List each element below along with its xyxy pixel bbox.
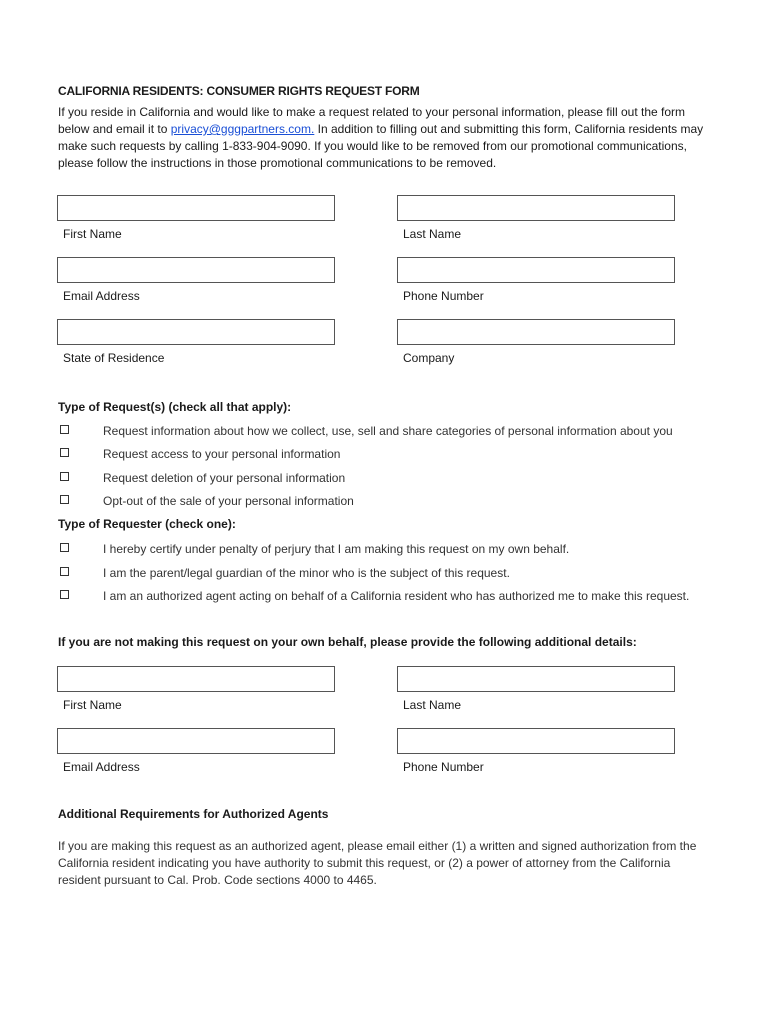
form-intro xyxy=(58,104,708,172)
last-name-label: Last Name xyxy=(403,227,462,241)
request-info-checkbox[interactable] xyxy=(60,425,69,434)
requirements-heading: Additional Requirements for Authorized Agents xyxy=(58,807,329,821)
email-label: Email Address xyxy=(63,289,140,303)
requester-guardian-checkbox[interactable] xyxy=(60,567,69,576)
request-option-label: Opt-out of the sale of your personal information xyxy=(103,494,354,508)
request-option-label: Request information about how we collect, use, sell and share categories of personal information about you xyxy=(103,424,673,438)
last-name-input[interactable] xyxy=(397,195,675,221)
phone-group xyxy=(397,257,675,303)
agent-last-name-input[interactable] xyxy=(397,666,675,692)
first-name-label: First Name xyxy=(63,227,122,241)
request-option-label: Request deletion of your personal information xyxy=(103,471,346,485)
form-header xyxy=(58,84,708,172)
last-name-group xyxy=(397,195,675,241)
agent-last-name-group xyxy=(397,666,675,712)
request-type-heading: Type of Request(s) (check all that apply): xyxy=(58,400,292,414)
state-input[interactable] xyxy=(57,319,335,345)
requester-type-heading: Type of Requester (check one): xyxy=(58,517,236,531)
email-input[interactable] xyxy=(57,257,335,283)
request-optout-checkbox[interactable] xyxy=(60,495,69,504)
agent-email-input[interactable] xyxy=(57,728,335,754)
agent-phone-label: Phone Number xyxy=(403,760,484,774)
requester-agent-checkbox[interactable] xyxy=(60,590,69,599)
agent-phone-input[interactable] xyxy=(397,728,675,754)
first-name-group xyxy=(57,195,335,241)
intro-text-before: If you reside in California and would like to make a request related to your personal information, please fill out the form below and email it to xyxy=(58,105,685,136)
email-group xyxy=(57,257,335,303)
agent-details-heading: If you are not making this request on your own behalf, please provide the following additional details: xyxy=(58,635,637,649)
privacy-email-link[interactable]: privacy@gggpartners.com. xyxy=(170,122,315,136)
requester-option-label: I am the parent/legal guardian of the minor who is the subject of this request. xyxy=(103,566,510,580)
company-label: Company xyxy=(403,351,455,365)
state-label: State of Residence xyxy=(63,351,165,365)
phone-input[interactable] xyxy=(397,257,675,283)
requester-option-label: I am an authorized agent acting on behalf of a California resident who has authorized me to make this request. xyxy=(103,589,690,603)
agent-email-label: Email Address xyxy=(63,760,140,774)
intro-text-after: In addition to filling out and submitting this form, California residents may make such requests by calling 1-833-904-9090. If you would like to be removed from our promotional communications, please follow the instructions in those promotional communications to be removed. xyxy=(58,122,704,170)
request-option-label: Request access to your personal information xyxy=(103,447,341,461)
state-group xyxy=(57,319,335,365)
company-input[interactable] xyxy=(397,319,675,345)
requester-self-checkbox[interactable] xyxy=(60,543,69,552)
requirements-text: If you are making this request as an authorized agent, please email either (1) a written and signed authorization from the California resident indicating you have authority to submit this request, or (2) a power of attorney from the California resident pursuant to Cal. Prob. Code sections 4000 to 4465. xyxy=(58,839,697,887)
requester-option-label: I hereby certify under penalty of perjury that I am making this request on my own behalf. xyxy=(103,542,570,556)
first-name-input[interactable] xyxy=(57,195,335,221)
request-deletion-checkbox[interactable] xyxy=(60,472,69,481)
agent-phone-group xyxy=(397,728,675,774)
agent-last-name-label: Last Name xyxy=(403,698,462,712)
agent-first-name-input[interactable] xyxy=(57,666,335,692)
agent-email-group xyxy=(57,728,335,774)
form-title: CALIFORNIA RESIDENTS: CONSUMER RIGHTS REQUEST FORM xyxy=(58,84,420,98)
company-group xyxy=(397,319,675,365)
agent-first-name-label: First Name xyxy=(63,698,122,712)
agent-first-name-group xyxy=(57,666,335,712)
request-access-checkbox[interactable] xyxy=(60,448,69,457)
phone-label: Phone Number xyxy=(403,289,484,303)
